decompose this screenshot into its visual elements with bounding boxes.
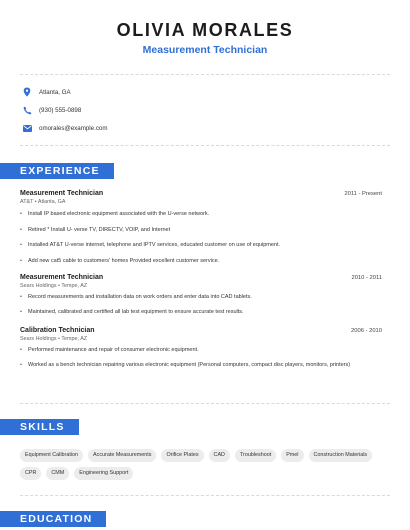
bullet-item: • Install IP based electronic equipment associated with the U-verse network. [20, 211, 382, 218]
contact-email-text: omorales@example.com [39, 124, 108, 132]
job-bullets [20, 211, 382, 265]
job-dates: 2011 - Present [344, 191, 382, 197]
divider [20, 495, 390, 496]
job-entry [20, 327, 382, 377]
contact-phone [22, 101, 390, 119]
skill-chip: CMM [46, 467, 69, 480]
job-title-heading: Measurement Technician [142, 44, 268, 56]
skill-chip: Pmel [281, 449, 303, 462]
job-bullets [20, 347, 382, 369]
education-heading: EDUCATION [0, 511, 106, 527]
skills-list [20, 449, 390, 480]
skill-chip: Orifice Plates [161, 449, 203, 462]
job-bullets [20, 294, 382, 316]
bullet-item: • Record measurements and installation data on work orders and enter data into CAD tablets. [20, 294, 382, 301]
bullet-item: • Performed maintenance and repair of consumer electronic equipment. [20, 347, 382, 354]
skill-chip: Troubleshoot [235, 449, 276, 462]
job-company: Sears Holdings • Tempe, AZ [20, 283, 88, 289]
job-company: Sears Holdings • Tempe, AZ [20, 336, 88, 342]
skill-chip: CAD [209, 449, 230, 462]
skill-chip: Engineering Support [74, 467, 133, 480]
phone-icon [22, 105, 32, 115]
divider [20, 145, 390, 146]
job-dates: 2010 - 2011 [351, 275, 382, 281]
contact-phone-text: (930) 555-0898 [39, 106, 82, 114]
contact-email [22, 119, 390, 137]
contact-location-text: Atlanta, GA [39, 88, 71, 96]
resume-header [0, 0, 410, 56]
contact-list [0, 75, 410, 137]
job-role: Measurement Technician [20, 274, 104, 281]
bullet-item: • Installed AT&T U-verse internet, telephone and IPTV services, educated customer on use of equipment. [20, 242, 382, 249]
job-entry [20, 274, 382, 324]
skill-chip: Equipment Calibration [20, 449, 83, 462]
job-role: Calibration Technician [20, 327, 95, 334]
skill-chip: CPR [20, 467, 41, 480]
job-entry [20, 190, 382, 273]
skill-chip: Accurate Measurements [88, 449, 156, 462]
skills-heading: SKILLS [0, 419, 79, 435]
skill-chip: Construction Materials [309, 449, 373, 462]
divider [20, 403, 390, 404]
job-company: AT&T • Atlanta, GA [20, 199, 66, 205]
bullet-item: • Retired * Install U- verse TV, DIRECTV, VOIP, and Internet [20, 227, 382, 234]
location-pin-icon [22, 87, 32, 97]
envelope-icon [22, 123, 32, 133]
bullet-item: • Add new cat5 cable to customers' homes Provided excellent customer service. [20, 258, 382, 265]
job-dates: 2006 - 2010 [351, 328, 382, 334]
job-role: Measurement Technician [20, 190, 104, 197]
candidate-name: OLIVIA MORALES [116, 20, 294, 40]
bullet-item: • Maintained, calibrated and certified all lab test equipment to ensure accurate test results. [20, 309, 382, 316]
contact-location [22, 83, 390, 101]
experience-heading: EXPERIENCE [0, 163, 114, 179]
bullet-item: • Worked as a bench technician repairing various electronic equipment (Personal computers, compact disc players, monitors, printers) [20, 362, 382, 369]
